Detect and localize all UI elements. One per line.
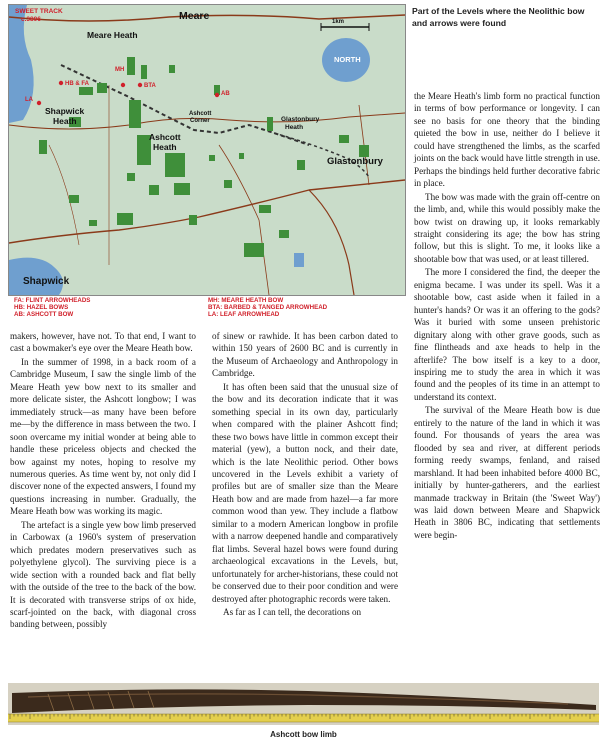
place-meare-heath: Meare Heath bbox=[87, 30, 138, 40]
marker-bta: BTA bbox=[144, 83, 156, 89]
sweet-track-date: c.3806 bbox=[21, 16, 41, 23]
place-ashcott-heath-1: Ashcott bbox=[149, 132, 181, 142]
place-shapwick-heath-1: Shapwick bbox=[45, 106, 85, 116]
place-shapwick-heath-2: Heath bbox=[53, 116, 77, 126]
paragraph: of sinew or rawhide. It has been carbon dated to within 150 years of 2600 BC and is currently in the Museum of Archaeology and Anthropology in Cambridge. bbox=[212, 331, 398, 379]
place-shapwick: Shapwick bbox=[23, 276, 70, 287]
paragraph: The bow was made with the grain off-centre on the limb, and, while this would possibly make the bow twist on drawing up, it looks remarkably straight considering its age; the bow has string follow, but this is slight. To me, it looks like a shootable bow that was used, or at least tillered. bbox=[414, 191, 600, 264]
paragraph: As far as I can tell, the decorations on bbox=[223, 606, 362, 617]
legend-fa: FA: FLINT ARROWHEADS bbox=[14, 297, 91, 304]
place-meare: Meare bbox=[179, 10, 210, 22]
sweet-track-label: SWEET TRACK bbox=[15, 8, 63, 15]
marker-hb-fa: HB & FA bbox=[65, 81, 89, 87]
place-ashcott-heath-2: Heath bbox=[153, 142, 177, 152]
legend-hb: HB: HAZEL BOWS bbox=[14, 304, 69, 311]
marker-mh: MH bbox=[115, 67, 125, 73]
paragraph: It has often been said that the unusual size of the bow and its decoration indicate that it was something special in its own day, particularly when compared with the plainer Ashcott find; these two bows have little in common except their material (yew), a button nock, and their date, which is the late Neolithic period. Other bows uncovered in the Levels exhibit a variety of profiles but are of smaller size than the Meare Heath bow and are made from hazel—a far more common wood than yew. They include a flatbow similar to a modern American longbow in profile with a narrow deepened handle and comparatively flat limbs. Several hazel bows were found during archaeological excavations in the Levels, but, unfortunately for archer-historians, these could not be conserved due to their poor condition and were destroyed after photographic records were taken. bbox=[212, 381, 398, 604]
paragraph: In the summer of 1998, in a back room of a Cambridge Museum, I saw the single limb of the Meare Heath yew bow next to its smaller and more delicate sister, the Ashcott longbow; I was immediately struck—as many have been before me—by the difference in mass between the two. I soon overcame my initial wonder at being able to handle these priceless objects and checked the bow against my notes, hoping to resolve my numerous queries. As time went by, not only did I discover none of the expected answers, I found my questions increasing in number. Gradually, the Meare Heath bow was working its magic. bbox=[10, 356, 196, 517]
place-ashcott-corner-1: Ashcott bbox=[189, 111, 212, 117]
legend-la: LA: LEAF ARROWHEAD bbox=[208, 311, 280, 318]
scale-label: 1km bbox=[332, 19, 345, 25]
column-right bbox=[414, 90, 600, 541]
map-drawing bbox=[9, 5, 405, 295]
place-glastonbury-heath-2: Heath bbox=[285, 124, 304, 131]
paragraph: makers, however, have not. To that end, I want to cast a bowmaker's eye over the Meare Heath bow. bbox=[10, 331, 196, 354]
pond bbox=[294, 253, 304, 267]
marker-la: LA bbox=[25, 97, 33, 103]
photo-caption: Ashcott bow limb bbox=[270, 730, 337, 739]
column-middle bbox=[212, 330, 398, 618]
north-label: NORTH bbox=[334, 55, 361, 64]
legend-mh: MH: MEARE HEATH BOW bbox=[208, 297, 284, 304]
column-left bbox=[10, 330, 196, 631]
legend-bta: BTA: BARBED & TANGED ARROWHEAD bbox=[208, 304, 328, 311]
map-figure bbox=[8, 4, 406, 296]
place-ashcott-corner-2: Corner bbox=[190, 118, 210, 124]
marker-ab: AB bbox=[221, 91, 230, 97]
paragraph: the Meare Heath's limb form no practical function in terms of bow performance or longevity. I can see no basis for one theory that the binding quieted the bow in use, neither do I believe it could have strengthened the limbs, as the scarfed joints on the back would have little strength in use. Perhaps the bindings held further decorative fabric in place. bbox=[414, 91, 601, 189]
map-caption: Part of the Levels where the Neolithic bow and arrows were found bbox=[412, 6, 585, 28]
paragraph: The more I considered the find, the deeper the enigma became. I was under its spell. Was it a shootable bow, cast aside when it failed in a hunter's hands? Or was it an offering to the gods? Was it buried with some unseen prehistoric dignitary along with other grave goods, such as fine flintheads and axe heads to help in the afterlife? The bow itself is a key to a door, inspiring me to study the area in which it was found and the peoples of its time in an attempt to understand its context. bbox=[414, 267, 600, 402]
place-glastonbury-heath-1: Glastonbury bbox=[281, 116, 320, 123]
bow-photo bbox=[8, 683, 599, 725]
place-glastonbury: Glastonbury bbox=[327, 156, 383, 167]
legend-ab: AB: ASHCOTT BOW bbox=[14, 311, 74, 318]
paragraph: The survival of the Meare Heath bow is due entirely to the nature of the land in which it was found. For thousands of years the area was flooded by sea and river, at different periods forming reedy swamps, fenland, and raised marshland. It had been inhabited before 4000 BC, initially by hunter-gatherers, and the earliest manmade trackway in Britain (the 'Sweet Way') was laid down between Meare and Shapwick Heath in 3806 BC, indicating that settlements were begin- bbox=[414, 405, 600, 540]
bow-limb-image bbox=[8, 683, 599, 725]
paragraph: The artefact is a single yew bow limb preserved in Carbowax (a 1960's system of preservation which predates modern preservatives such as polyethylene glycol). The surviving piece is a wide section with a rounded back and flat belly with the outside of the tree to the back of the bow. It is decorated with transverse strips of ox hide, scarf-jointed on the back, with diagonal cross banding between, possibly bbox=[10, 519, 196, 630]
